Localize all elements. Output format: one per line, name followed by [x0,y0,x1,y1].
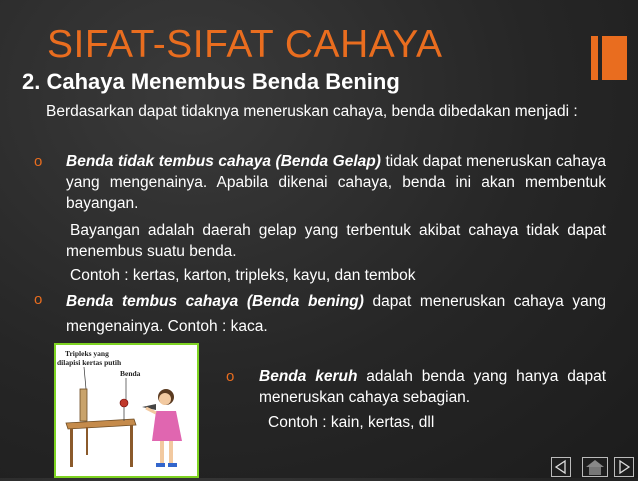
bullet-opaque-text: tidak dapat meneruskan cahaya yang mengenainya. Apabila dikenai cahaya, benda ini akan membentuk bayangan. [66,153,606,212]
illustration [54,343,199,478]
home-icon [583,458,607,476]
bullet-turbid [226,366,606,408]
next-slide-icon [615,458,633,476]
contoh-opaque: Contoh : kertas, karton, tripleks, kayu, dan tembok [70,267,416,284]
bullet-circle-icon: o [34,153,43,170]
slide-subtitle: 2. Cahaya Menembus Benda Bening [22,69,400,94]
bullet-opaque-term: Benda tidak tembus cahaya (Benda Gelap) [66,153,381,170]
bullet-circle-icon: o [34,291,43,308]
bullet-turbid-term: Benda keruh [259,368,358,385]
bullet-opaque [34,151,606,214]
bullet-transparent-text: dapat meneruskan cahaya yang mengenainya. Contoh : kaca. [66,293,606,335]
home-button[interactable] [582,457,608,477]
bullet-transparent-term: Benda tembus cahaya (Benda bening) [66,293,364,310]
previous-slide-icon [552,458,570,476]
bayangan-paragraph: Bayangan adalah daerah gelap yang terbentuk akibat cahaya tidak dapat menembus suatu benda. [66,222,606,260]
next-slide-button[interactable] [614,457,634,477]
illustration-label-3: Benda [120,369,141,378]
contoh-turbid: Contoh : kain, kertas, dll [268,414,435,431]
bullet-turbid-text: adalah benda yang hanya dapat meneruskan cahaya sebagian. [259,368,606,406]
intro-paragraph: Berdasarkan dapat tidaknya meneruskan cahaya, benda dibedakan menjadi : [46,103,578,120]
logo-bars [591,36,629,80]
illustration-label-1: Tripleks yang [65,349,109,358]
object-ball [120,399,128,407]
bullet-transparent [34,289,606,339]
logo-bar-thin [591,36,598,80]
girl-dress [152,411,182,441]
triplex-board [80,389,87,421]
bullet-circle-icon: o [226,368,235,385]
slide-title: SIFAT-SIFAT CAHAYA [47,23,443,66]
logo-bar-wide [602,36,627,80]
table-top [66,419,136,429]
illustration-drawing [56,345,197,476]
illustration-label-2: dilapisi kertas putih [57,358,122,367]
previous-slide-button[interactable] [551,457,571,477]
